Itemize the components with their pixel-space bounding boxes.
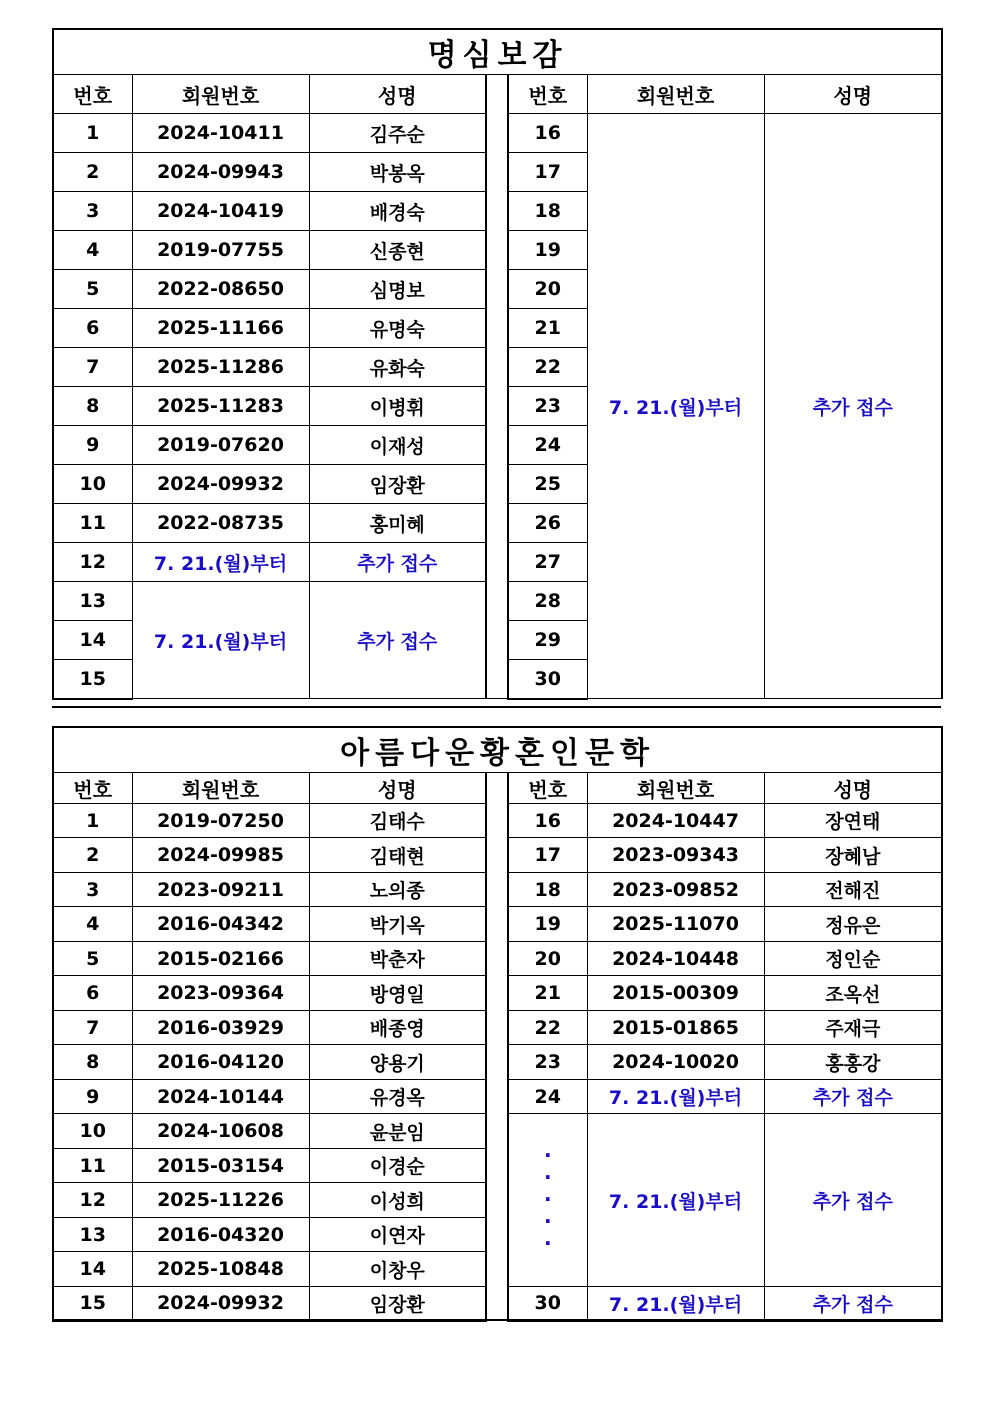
row-member-id: 2024-10419	[132, 192, 309, 231]
row-number: 18	[508, 873, 587, 907]
row-number: 13	[53, 582, 132, 621]
row-member-id: 2015-00309	[587, 976, 764, 1011]
row-member-id: 2016-04320	[132, 1218, 309, 1252]
row-number: 10	[53, 1114, 132, 1149]
header-number: 번호	[53, 75, 132, 114]
row-name: 추가 접수	[764, 1080, 942, 1114]
row-name: 홍미혜	[309, 504, 486, 543]
row-member-id: 2024-10144	[132, 1080, 309, 1114]
row-number: 22	[508, 348, 587, 387]
row-number: 20	[508, 942, 587, 976]
row-member-id: 2019-07620	[132, 426, 309, 465]
row-name: 노의종	[309, 873, 486, 907]
header-name: 성명	[764, 773, 942, 804]
row-number: 9	[53, 426, 132, 465]
merged-name: 추가 접수	[764, 1114, 942, 1287]
header-member-id: 회원번호	[132, 773, 309, 804]
header-number: 번호	[53, 773, 132, 804]
row-name: 양용기	[309, 1045, 486, 1080]
header-name: 성명	[764, 75, 942, 114]
row-name: 배경숙	[309, 192, 486, 231]
row-name: 장혜남	[764, 838, 942, 873]
row-number: 1	[53, 804, 132, 838]
row-number: 28	[508, 582, 587, 621]
row-number: 3	[53, 192, 132, 231]
row-name: 박춘자	[309, 942, 486, 976]
row-number: 14	[53, 621, 132, 660]
row-member-id: 2024-10448	[587, 942, 764, 976]
row-number: 21	[508, 309, 587, 348]
row-number: 11	[53, 504, 132, 543]
row-number: 25	[508, 465, 587, 504]
row-member-id: 2025-11166	[132, 309, 309, 348]
row-number: 23	[508, 387, 587, 426]
row-member-id: 2024-09932	[132, 1287, 309, 1321]
row-number: 5	[53, 942, 132, 976]
row-member-id: 2024-09985	[132, 838, 309, 873]
row-number: 18	[508, 192, 587, 231]
row-number: 6	[53, 976, 132, 1011]
row-number: 27	[508, 543, 587, 582]
row-member-id: 2022-08650	[132, 270, 309, 309]
row-number: 2	[53, 153, 132, 192]
row-name: 추가 접수	[764, 1287, 942, 1321]
column-gap	[486, 75, 508, 699]
row-name: 방영일	[309, 976, 486, 1011]
row-number: 24	[508, 426, 587, 465]
row-member-id: 2022-08735	[132, 504, 309, 543]
row-number: 19	[508, 907, 587, 942]
row-number: 21	[508, 976, 587, 1011]
section1-title: 명심보감	[53, 29, 942, 75]
row-number: 16	[508, 804, 587, 838]
row-number: 22	[508, 1011, 587, 1045]
section1-table	[52, 28, 943, 700]
row-number: 17	[508, 838, 587, 873]
row-name: 신종현	[309, 231, 486, 270]
row-name: 유경옥	[309, 1080, 486, 1114]
row-number: 29	[508, 621, 587, 660]
row-number: 5	[53, 270, 132, 309]
ellipsis-vertical: · · · · ·	[508, 1114, 587, 1287]
row-number: 1	[53, 114, 132, 153]
column-gap	[486, 773, 508, 1321]
section-humanities	[52, 726, 941, 1322]
row-member-id: 2015-01865	[587, 1011, 764, 1045]
row-member-id: 2024-10608	[132, 1114, 309, 1149]
row-name: 장연태	[764, 804, 942, 838]
row-member-id: 7. 21.(월)부터	[587, 1080, 764, 1114]
section-divider	[52, 1319, 941, 1321]
row-number: 2	[53, 838, 132, 873]
row-number: 23	[508, 1045, 587, 1080]
row-member-id: 2025-11283	[132, 387, 309, 426]
section2-title: 아름다운황혼인문학	[53, 727, 942, 773]
merged-name: 추가 접수	[764, 114, 942, 699]
row-number: 3	[53, 873, 132, 907]
row-number: 14	[53, 1252, 132, 1287]
section-myeongsim-bogam	[52, 28, 941, 700]
header-number: 번호	[508, 75, 587, 114]
header-member-id: 회원번호	[587, 773, 764, 804]
row-member-id: 2024-09932	[132, 465, 309, 504]
row-name: 조옥선	[764, 976, 942, 1011]
row-number: 4	[53, 231, 132, 270]
row-number: 17	[508, 153, 587, 192]
row-number: 11	[53, 1149, 132, 1183]
row-name: 임장환	[309, 1287, 486, 1321]
row-name: 이경순	[309, 1149, 486, 1183]
row-name: 이창우	[309, 1252, 486, 1287]
row-member-id: 2016-04120	[132, 1045, 309, 1080]
row-number: 30	[508, 1287, 587, 1321]
row-number: 20	[508, 270, 587, 309]
row-member-id: 2024-09943	[132, 153, 309, 192]
section-divider	[52, 706, 941, 708]
row-number: 10	[53, 465, 132, 504]
row-member-id: 2023-09211	[132, 873, 309, 907]
header-name: 성명	[309, 773, 486, 804]
merged-name: 추가 접수	[309, 582, 486, 699]
row-member-id: 2025-10848	[132, 1252, 309, 1287]
row-number: 12	[53, 543, 132, 582]
merged-member-id: 7. 21.(월)부터	[587, 114, 764, 699]
row-number: 7	[53, 1011, 132, 1045]
row-number: 12	[53, 1183, 132, 1218]
row-name: 추가 접수	[309, 543, 486, 582]
row-name: 홍홍강	[764, 1045, 942, 1080]
row-member-id: 2015-03154	[132, 1149, 309, 1183]
merged-member-id: 7. 21.(월)부터	[587, 1114, 764, 1287]
header-number: 번호	[508, 773, 587, 804]
row-member-id: 2025-11286	[132, 348, 309, 387]
row-member-id: 2015-02166	[132, 942, 309, 976]
section2-table	[52, 726, 943, 1322]
row-name: 김주순	[309, 114, 486, 153]
header-name: 성명	[309, 75, 486, 114]
row-name: 박봉옥	[309, 153, 486, 192]
row-name: 배종영	[309, 1011, 486, 1045]
row-name: 이성희	[309, 1183, 486, 1218]
row-member-id: 2025-11226	[132, 1183, 309, 1218]
row-name: 주재극	[764, 1011, 942, 1045]
row-name: 김태현	[309, 838, 486, 873]
row-number: 19	[508, 231, 587, 270]
header-member-id: 회원번호	[132, 75, 309, 114]
row-member-id: 2023-09364	[132, 976, 309, 1011]
row-member-id: 2016-03929	[132, 1011, 309, 1045]
row-member-id: 7. 21.(월)부터	[587, 1287, 764, 1321]
merged-member-id: 7. 21.(월)부터	[132, 582, 309, 699]
row-name: 유화숙	[309, 348, 486, 387]
row-member-id: 7. 21.(월)부터	[132, 543, 309, 582]
row-name: 정유은	[764, 907, 942, 942]
row-member-id: 2016-04342	[132, 907, 309, 942]
row-number: 15	[53, 1287, 132, 1321]
row-name: 이재성	[309, 426, 486, 465]
row-member-id: 2023-09343	[587, 838, 764, 873]
row-number: 13	[53, 1218, 132, 1252]
row-name: 임장환	[309, 465, 486, 504]
header-member-id: 회원번호	[587, 75, 764, 114]
row-number: 6	[53, 309, 132, 348]
row-number: 8	[53, 1045, 132, 1080]
row-member-id: 2019-07250	[132, 804, 309, 838]
row-number: 4	[53, 907, 132, 942]
row-member-id: 2023-09852	[587, 873, 764, 907]
row-name: 유명숙	[309, 309, 486, 348]
row-member-id: 2024-10411	[132, 114, 309, 153]
row-number: 8	[53, 387, 132, 426]
row-name: 정인순	[764, 942, 942, 976]
row-name: 이연자	[309, 1218, 486, 1252]
row-number: 7	[53, 348, 132, 387]
row-name: 이병휘	[309, 387, 486, 426]
row-number: 30	[508, 660, 587, 699]
row-number: 24	[508, 1080, 587, 1114]
row-member-id: 2025-11070	[587, 907, 764, 942]
row-number: 9	[53, 1080, 132, 1114]
row-name: 윤분임	[309, 1114, 486, 1149]
row-name: 심명보	[309, 270, 486, 309]
row-name: 전해진	[764, 873, 942, 907]
row-number: 15	[53, 660, 132, 699]
row-name: 박기옥	[309, 907, 486, 942]
row-number: 16	[508, 114, 587, 153]
row-name: 김태수	[309, 804, 486, 838]
row-number: 26	[508, 504, 587, 543]
row-member-id: 2024-10447	[587, 804, 764, 838]
row-member-id: 2019-07755	[132, 231, 309, 270]
row-member-id: 2024-10020	[587, 1045, 764, 1080]
